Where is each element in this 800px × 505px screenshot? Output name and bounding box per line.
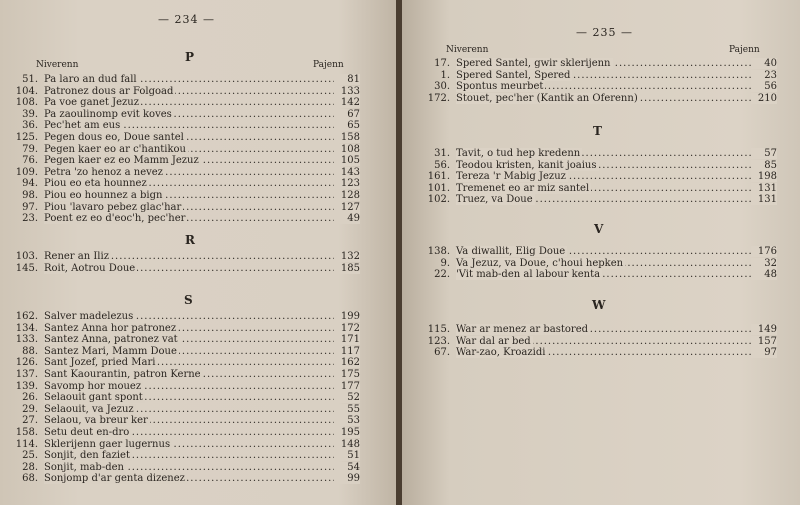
index-entry <box>10 109 360 120</box>
entry-title: Spered Santel, Spered <box>456 69 571 81</box>
entry-title: Va diwallit, Elig Doue <box>456 246 566 257</box>
entry-number: 162. <box>15 311 38 322</box>
entry-title: Pa laro an dud fall <box>44 74 137 85</box>
entry-number: 101. <box>427 182 450 194</box>
entry-page: 52 <box>334 392 360 403</box>
index-entry <box>422 58 777 69</box>
entry-title: Piou 'lavaro pebez glac'har <box>44 201 182 213</box>
entry-number: 1. <box>440 69 450 81</box>
index-entry <box>10 120 360 131</box>
entry-title: War dal ar bed <box>456 335 531 347</box>
column-header-number: Niverenn <box>36 60 79 70</box>
entry-page: 48 <box>751 269 777 280</box>
entry-title: Petra 'zo henoz a nevez <box>44 166 163 178</box>
index-entry <box>10 346 360 357</box>
entry-page: 148 <box>334 439 360 450</box>
column-header-number: Niverenn <box>446 45 489 55</box>
entry-page: 210 <box>751 93 777 104</box>
index-entry <box>10 144 360 155</box>
index-entry <box>10 74 360 85</box>
index-entry <box>10 450 360 461</box>
entry-number: 139. <box>15 380 38 392</box>
index-entry <box>422 194 777 205</box>
index-entry <box>422 81 777 92</box>
entry-number: 36. <box>22 120 38 132</box>
entry-page: 40 <box>751 58 777 69</box>
entry-number: 27. <box>22 415 38 427</box>
entry-title: Sant Kaourantin, patron Kerne <box>44 369 201 380</box>
index-entry <box>10 86 360 97</box>
entry-number: 125. <box>15 132 38 143</box>
entry-title: Tereza 'r Mabig Jezuz <box>456 171 566 183</box>
entry-number: 98. <box>22 190 38 201</box>
entry-title: Santez Mari, Mamm Doue <box>44 345 177 357</box>
entry-page: 97 <box>751 347 777 358</box>
entry-page: 177 <box>334 381 360 392</box>
entry-title: Spered Santel, gwir sklerijenn <box>456 58 611 69</box>
entry-page: 67 <box>334 109 360 120</box>
entry-title: Va Jezuz, va Doue, c'houi hepken <box>456 257 624 269</box>
entry-title: Pegen kaer eo ar c'hantikou <box>44 143 187 155</box>
entry-page: 142 <box>334 97 360 108</box>
entry-title: Selaou, va breur ker <box>44 415 148 427</box>
entry-page: 105 <box>334 155 360 166</box>
entry-page: 133 <box>334 86 360 97</box>
entry-title: Piou eo hounnez a bign <box>44 190 163 201</box>
entry-number: 23. <box>22 213 38 225</box>
section-letter: R <box>185 233 195 247</box>
entry-page: 32 <box>751 258 777 269</box>
entry-number: 30. <box>434 81 450 93</box>
index-entry <box>422 148 777 159</box>
entry-title: Patronez dous ar Folgoad <box>44 85 174 97</box>
index-entry <box>422 347 777 358</box>
index-entry <box>10 178 360 189</box>
entry-number: 103. <box>15 251 38 262</box>
entry-title: Spontus meurbet <box>456 81 544 93</box>
entry-number: 9. <box>440 257 450 269</box>
entry-page: 157 <box>751 336 777 347</box>
section-letter: T <box>593 124 602 138</box>
index-entry <box>422 269 777 280</box>
entry-page: 57 <box>751 148 777 159</box>
entry-number: 25. <box>22 450 38 462</box>
entry-number: 22. <box>434 269 450 281</box>
section-letter: P <box>185 50 195 64</box>
entry-title: Teodou kristen, kanit joaius <box>456 159 597 171</box>
entry-title: Sonjit, den faziet <box>44 450 130 462</box>
index-entry <box>10 132 360 143</box>
entry-number: 97. <box>22 201 38 213</box>
index-entry <box>10 167 360 178</box>
index-entry <box>422 70 777 81</box>
entry-title: Rener an Iliz <box>44 251 109 262</box>
entry-page: 56 <box>751 81 777 92</box>
index-entry <box>422 171 777 182</box>
entry-title: 'Vit mab-den al labour kenta <box>456 269 601 281</box>
entry-page: 143 <box>334 167 360 178</box>
entry-page: 99 <box>334 473 360 484</box>
index-entry <box>422 336 777 347</box>
entry-number: 31. <box>434 148 450 159</box>
entry-number: 134. <box>15 322 38 334</box>
column-header-page: Pajenn <box>729 45 760 55</box>
index-entry <box>10 190 360 201</box>
entry-number: 88. <box>22 345 38 357</box>
entry-number: 109. <box>15 166 38 178</box>
index-entry <box>10 263 360 274</box>
entry-title: Salver madelezus <box>44 311 134 322</box>
entry-number: 68. <box>22 473 38 485</box>
entry-number: 17. <box>434 58 450 69</box>
index-entry <box>10 392 360 403</box>
entry-page: 131 <box>751 183 777 194</box>
entry-number: 28. <box>22 461 38 473</box>
entry-page: 195 <box>334 427 360 438</box>
entry-number: 137. <box>15 369 38 380</box>
entry-number: 108. <box>15 97 38 109</box>
entry-page: 55 <box>334 404 360 415</box>
entry-page: 128 <box>334 190 360 201</box>
entry-number: 126. <box>15 357 38 369</box>
index-entry <box>10 311 360 322</box>
page-number: — 234 — <box>158 13 215 26</box>
left-page <box>0 0 398 505</box>
entry-title: Roit, Aotrou Doue <box>44 262 136 274</box>
entry-page: 198 <box>751 171 777 182</box>
entry-page: 51 <box>334 450 360 461</box>
entry-page: 23 <box>751 70 777 81</box>
index-entry <box>10 369 360 380</box>
index-entry <box>10 381 360 392</box>
entry-page: 127 <box>334 202 360 213</box>
index-entry <box>10 473 360 484</box>
entry-page: 176 <box>751 246 777 257</box>
entry-title: Poent ez eo d'eoc'h, pec'her <box>44 213 186 225</box>
entry-page: 185 <box>334 263 360 274</box>
entry-number: 114. <box>15 438 38 450</box>
entry-number: 67. <box>434 347 450 359</box>
entry-page: 149 <box>751 324 777 335</box>
entry-title: Selaouit, va Jezuz <box>44 403 134 415</box>
entry-page: 49 <box>334 213 360 224</box>
entry-title: Truez, va Doue <box>456 194 533 206</box>
index-entry <box>10 334 360 345</box>
section-letter: S <box>184 293 193 307</box>
index-entry <box>422 246 777 257</box>
entry-title: Pegen dous eo, Doue santel <box>44 132 184 143</box>
entry-title: Tremenet eo ar miz santel <box>456 182 590 194</box>
entry-number: 76. <box>22 155 38 167</box>
entry-title: Pa voe ganet Jezuz <box>44 97 140 109</box>
entry-page: 162 <box>334 357 360 368</box>
entry-number: 123. <box>427 335 450 347</box>
entry-title: Pegen kaer ez eo Mamm Jezuz <box>44 155 199 167</box>
entry-page: 158 <box>334 132 360 143</box>
entry-title: Piou eo eta hounnez <box>44 178 147 190</box>
page-number: — 235 — <box>576 26 633 39</box>
entry-title: War-zao, Kroazidi <box>456 347 546 359</box>
entry-number: 51. <box>22 74 38 85</box>
index-entry <box>10 404 360 415</box>
entry-title: Savomp hor mouez <box>44 380 142 392</box>
entry-number: 172. <box>427 92 450 104</box>
index-entry <box>10 97 360 108</box>
index-entry <box>10 155 360 166</box>
entry-page: 65 <box>334 120 360 131</box>
index-entry <box>10 415 360 426</box>
entry-page: 131 <box>751 194 777 205</box>
entry-number: 104. <box>15 85 38 97</box>
section-letter: W <box>592 298 606 312</box>
section-letter: V <box>594 222 604 236</box>
index-entry <box>422 93 777 104</box>
entry-title: Setu deut en-dro <box>44 427 130 438</box>
index-entry <box>10 439 360 450</box>
index-entry <box>10 357 360 368</box>
entry-title: Santez Anna hor patronez <box>44 322 177 334</box>
entry-number: 102. <box>427 194 450 206</box>
index-entry <box>422 324 777 335</box>
entry-page: 172 <box>334 323 360 334</box>
entry-page: 171 <box>334 334 360 345</box>
entry-number: 26. <box>22 392 38 404</box>
entry-number: 145. <box>15 262 38 274</box>
entry-number: 94. <box>22 178 38 190</box>
entry-title: Sant Jozef, pried Mari <box>44 357 156 369</box>
entry-page: 54 <box>334 462 360 473</box>
right-page <box>402 0 800 505</box>
entry-page: 132 <box>334 251 360 262</box>
entry-title: Pec'het am eus <box>44 120 121 132</box>
entry-title: War ar menez ar bastored <box>456 324 589 335</box>
entry-page: 85 <box>751 160 777 171</box>
entry-page: 117 <box>334 346 360 357</box>
entry-number: 39. <box>22 108 38 120</box>
entry-page: 199 <box>334 311 360 322</box>
column-header-page: Pajenn <box>313 60 344 70</box>
index-entry <box>10 213 360 224</box>
index-entry <box>422 183 777 194</box>
entry-number: 161. <box>427 171 450 183</box>
entry-number: 56. <box>434 159 450 171</box>
entry-number: 158. <box>15 427 38 438</box>
entry-title: Santez Anna, patronez vat <box>44 334 178 346</box>
entry-number: 79. <box>22 143 38 155</box>
entry-number: 133. <box>15 334 38 346</box>
index-entry <box>422 258 777 269</box>
entry-title: Sklerijenn gaer lugernus <box>44 438 171 450</box>
entry-title: Pa zaoulinomp evit koves <box>44 108 172 120</box>
index-entry <box>10 202 360 213</box>
index-entry <box>10 427 360 438</box>
entry-title: Sonjit, mab-den <box>44 461 124 473</box>
entry-number: 138. <box>427 246 450 257</box>
index-entry <box>10 251 360 262</box>
entry-number: 115. <box>427 324 450 335</box>
index-entry <box>422 160 777 171</box>
entry-page: 53 <box>334 415 360 426</box>
index-entry <box>10 323 360 334</box>
entry-title: Stouet, pec'her (Kantik an Oferenn) <box>456 92 638 104</box>
entry-title: Tavit, o tud hep kredenn <box>456 148 581 159</box>
entry-number: 29. <box>22 403 38 415</box>
entry-page: 123 <box>334 178 360 189</box>
entry-page: 108 <box>334 144 360 155</box>
entry-title: Sonjomp d'ar genta dizenez <box>44 473 185 485</box>
index-entry <box>10 462 360 473</box>
entry-page: 81 <box>334 74 360 85</box>
entry-title: Selaouit gant spont <box>44 392 143 404</box>
entry-page: 175 <box>334 369 360 380</box>
